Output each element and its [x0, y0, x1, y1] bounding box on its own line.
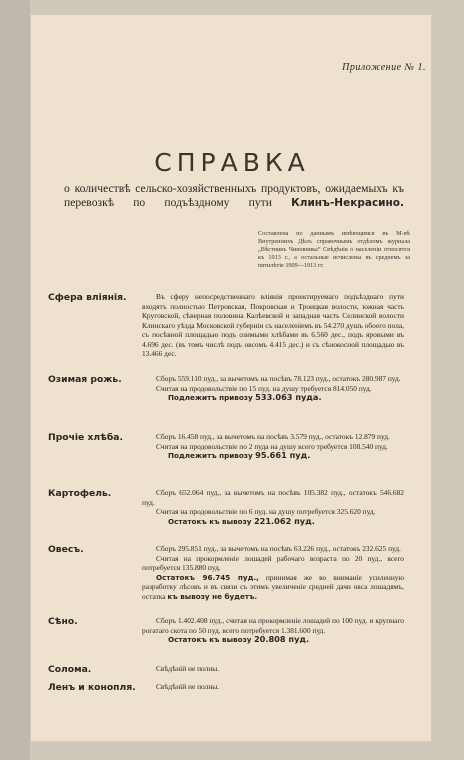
section-label: Картофель.: [48, 488, 112, 499]
result-value: 533.063 пуда.: [255, 392, 322, 402]
section-result: [142, 635, 404, 645]
section-label: Ленъ и конопля.: [48, 682, 136, 693]
section-paragraph: Считая на прокормленіе лошадей рабочаго возраста по 20 пуд., всего потребуется 135.880 пуд.: [142, 553, 404, 572]
result-value: 221.062 пуд.: [253, 515, 315, 526]
subtitle-text: о количествѣ сельско-хозяйственныхъ продуктовъ, ожидаемыхъ къ перевозкѣ по подъѣздному пути: [64, 182, 404, 209]
section-paragraph: Сборъ 652.064 пуд., за вычетомъ на посѣвъ 105.382 пуд., остатокъ 546.682 пуд.: [142, 488, 404, 507]
section-body: [142, 432, 404, 461]
section-result: [142, 517, 404, 527]
section-paragraph: Свѣдѣній не полны.: [156, 664, 220, 673]
section-paragraph: Считая на продовольствіе по 2 пуда на душу всего требуется 108.540 пуд.: [156, 441, 388, 451]
result-value: 20.808 пуд.: [253, 634, 310, 644]
result-label: Подлежитъ привозу: [168, 393, 253, 402]
section-paragraph: Сборъ 16.458 пуд., за вычетомъ на посѣвъ 3.579 пуд., остатокъ 12.879 пуд.: [156, 432, 390, 441]
result-label: Подлежитъ привозу: [168, 451, 253, 460]
section-body: [142, 544, 404, 601]
section-paragraph: [142, 573, 404, 602]
section-paragraph: Сборъ 1.402.408 пуд., считая на прокормленіе лошадей по 100 пуд. и крупнаго рогатаго скота по 50 пуд. всего потребуется 1.381.600 пуд.: [142, 616, 404, 635]
section-label: Озимая рожь.: [48, 374, 122, 385]
section-label: Сѣно.: [48, 616, 78, 627]
result-value: 95.661 пуд.: [255, 450, 311, 460]
section-body: [142, 616, 404, 645]
route-name: Клинъ-Некрасино.: [291, 197, 404, 209]
section-paragraph: Свѣдѣній не полны.: [156, 682, 220, 691]
section-paragraph: Сборъ 295.851 пуд., за вычетомъ на посѣвъ 63.226 пуд., остатокъ 232.625 пуд.: [156, 544, 401, 553]
section-label: Овесъ.: [48, 544, 84, 555]
oats-remainder-text: принимая же во вниманіе усиленную разработку лѣсовъ и въ связи съ этимъ увеличеніе средней дачи овса лошадямъ, остатка: [142, 572, 404, 601]
oats-remainder: Остатокъ 96.745 пуд.,: [156, 572, 259, 582]
section-paragraph: Считая на продовольствіе по 6 пуд. на душу потребуется 325.620 пуд.: [156, 507, 376, 516]
document-title: СПРАВКА: [154, 148, 310, 177]
section-body: [142, 664, 404, 674]
result-label: Остатокъ къ вывозу: [168, 516, 252, 526]
scan-background-edge: [0, 0, 30, 760]
section-label: Прочіе хлѣба.: [48, 432, 123, 443]
section-paragraph: Сборъ 559.110 пуд., за вычетомъ на посѣвъ 78.123 пуд., остатокъ 280.987 пуд.: [156, 374, 401, 383]
section-paragraph: Считая на продовольствіе по 15 пуд. на душу требуется 814.050 пуд.: [156, 383, 372, 393]
section-result: [142, 393, 404, 403]
section-paragraph: Въ сферу непосредственнаго вліянія проектируемаго подъѣзднаго пути входятъ полностью Петровская, Покровская и Троицкая волости, южная часть Круговской, сѣверная половина Калѣевской и западная часть Селинской волости Клинскаго уѣзда Московской губерніи съ населеніемъ въ 54.270 душъ обоего пола, съ посѣвной площадью подъ озимыми хлѣбами въ 6.560 дес., подъ яровыми въ 4.696 дес. (въ томъ числѣ подъ овсомъ 4.415 дес.) и съ сѣнокосной площадью въ 13.466 дес.: [142, 292, 404, 358]
source-note: Составлена по даннымъ имѣющимся въ М-вѣ Внутреннихъ Дѣлъ справочнымъ отдѣломъ журнала „Вѣстникъ Чиновника“ Свѣдѣнія о населеніи относятся къ 1913 г., а остальные исчислены въ среднемъ за пятилѣтіе 1909—1913 гг.: [258, 230, 410, 269]
section-label: Сфера вліянія.: [48, 292, 127, 303]
section-body: [142, 682, 404, 692]
section-body: [142, 488, 404, 526]
section-label: Солома.: [48, 664, 92, 675]
appendix-label: Приложение № 1.: [342, 62, 426, 73]
document-subtitle: [64, 182, 404, 210]
section-body: [142, 292, 404, 359]
result-label: Остатокъ къ вывозу: [168, 635, 252, 644]
section-result: [142, 451, 404, 461]
oats-remainder-tail: къ вывозу не будетъ.: [167, 591, 258, 601]
section-body: [142, 374, 404, 403]
